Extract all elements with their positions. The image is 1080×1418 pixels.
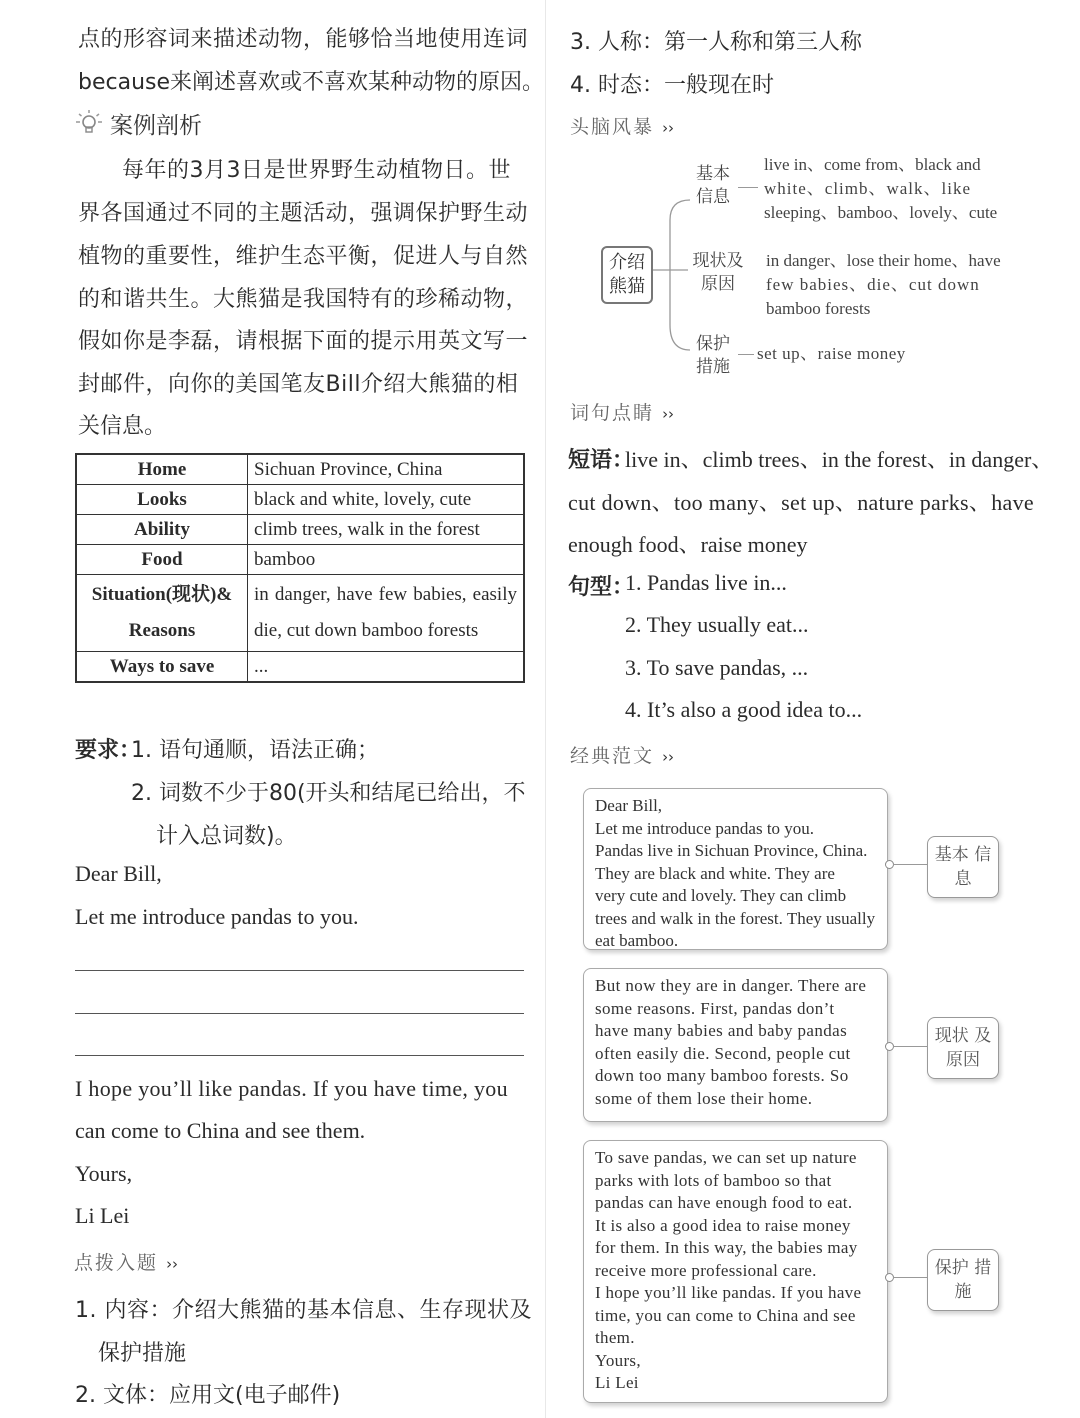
table-row <box>76 652 524 683</box>
table-row <box>76 575 524 652</box>
mindmap-words: in danger、lose their home、have few babies、die、cut down bamboo forests <box>766 251 1001 318</box>
chevron-right-icon: ›› <box>166 1255 179 1273</box>
model-section-label: 经典范文 ›› <box>570 745 675 767</box>
table-row <box>76 485 524 515</box>
case-paragraph-line: 关信息。 <box>78 414 167 439</box>
table-key: Ways to save <box>76 652 248 683</box>
intro-line-1: 点的形容词来描述动物，能够恰当地使用连词 <box>78 27 529 52</box>
essay-tag-situation: 现状 及原因 <box>927 1017 999 1079</box>
pattern-item: 2. They usually eat... <box>625 612 809 637</box>
letter-signoff: Yours, <box>75 1161 133 1186</box>
requirement-2-cont: 计入总词数)。 <box>156 824 297 849</box>
table-row <box>76 515 524 545</box>
answer-line[interactable] <box>75 1055 524 1056</box>
table-key: Situation(现状)& Reasons <box>76 575 248 652</box>
chevron-right-icon: ›› <box>662 748 675 766</box>
lightbulb-icon <box>76 108 102 136</box>
table-key: Food <box>76 545 248 575</box>
tips-content: 1. 内容：介绍大熊猫的基本信息、生存现状及 <box>75 1298 532 1323</box>
case-paragraph-line: 每年的3月3日是世界野生动植物日。世 <box>122 158 511 183</box>
letter-greeting: Dear Bill, <box>75 861 162 886</box>
phrases-line: enough food、raise money <box>568 532 808 557</box>
chevron-right-icon: ›› <box>662 119 675 137</box>
panda-info-table <box>75 453 525 683</box>
pattern-item: 4. It’s also a good idea to... <box>625 697 863 722</box>
essay-tag-basic-info: 基本 信息 <box>927 836 999 898</box>
phrases-section-label: 词句点睛 ›› <box>570 402 675 424</box>
pattern-item: 1. Pandas live in... <box>625 570 787 595</box>
table-row <box>76 545 524 575</box>
patterns-label: 句型： <box>568 575 635 600</box>
case-heading: 案例剖析 <box>110 113 202 139</box>
essay-tag-protection: 保护 措施 <box>927 1249 999 1311</box>
table-value: climb trees, walk in the forest <box>248 515 525 545</box>
case-paragraph-line: 植物的重要性，维护生态平衡，促进人与自然 <box>78 244 529 269</box>
case-paragraph-line: 封邮件，向你的美国笔友Bill介绍大熊猫的相 <box>78 372 519 397</box>
table-value: Sichuan Province, China <box>248 454 525 485</box>
table-row <box>76 454 524 485</box>
person-line: 3. 人称：第一人称和第三人称 <box>570 30 862 55</box>
tips-style: 2. 文体：应用文(电子邮件) <box>75 1383 341 1408</box>
answer-line[interactable] <box>75 1013 524 1014</box>
essay-connector <box>893 1046 927 1047</box>
phrases-line: cut down、too many、set up、nature parks、have <box>568 490 1034 515</box>
requirement-2: 2. 词数不少于80(开头和结尾已给出，不 <box>131 781 526 806</box>
letter-closing: I hope you’ll like pandas. If you have time, you <box>75 1076 508 1101</box>
case-paragraph-line: 的和谐共生。大熊猫是我国特有的珍稀动物， <box>78 287 529 312</box>
answer-line[interactable] <box>75 970 524 971</box>
mindmap-branch-label: 保护 措施 <box>696 334 730 377</box>
tense-line: 4. 时态：一般现在时 <box>570 73 774 98</box>
case-paragraph-line: 界各国通过不同的主题活动，强调保护野生动 <box>78 201 529 226</box>
essay-block-situation: But now they are in danger. There are some reasons. First, pandas don’t have many babies and baby pandas often easily die. Second, people cut down too many bamboo forests. So some of them lose their home. <box>583 968 888 1122</box>
table-key: Looks <box>76 485 248 515</box>
essay-connector <box>893 1277 927 1278</box>
letter-signature: Li Lei <box>75 1203 130 1228</box>
essay-block-protection: To save pandas, we can set up nature parks with lots of bamboo so that pandas can have enough food to eat. It is also a good idea to raise money for them. In this way, the babies may receive more professional care. I hope you’ll like pandas. If you have time, you can come to China and see them. Yours, Li Lei <box>583 1140 888 1403</box>
mindmap-branch-label: 基本 信息 <box>696 164 730 207</box>
pattern-item: 3. To save pandas, ... <box>625 655 809 680</box>
tips-content-cont: 保护措施 <box>98 1341 187 1366</box>
phrases-line: live in、climb trees、in the forest、in danger、 <box>625 447 1054 472</box>
table-value: black and white, lovely, cute <box>248 485 525 515</box>
table-value: in danger, have few babies, easily die, cut down bamboo forests <box>248 575 525 652</box>
case-paragraph-line: 假如你是李磊，请根据下面的提示用英文写一 <box>78 329 529 354</box>
phrases-label: 短语： <box>568 448 635 473</box>
requirements-label: 要求： <box>75 738 142 763</box>
mindmap-words: set up、raise money <box>757 344 906 363</box>
table-key: Home <box>76 454 248 485</box>
chevron-right-icon: ›› <box>662 405 675 423</box>
requirement-1: 1. 语句通顺，语法正确； <box>131 738 379 763</box>
tips-section-label: 点拨入题 ›› <box>74 1252 179 1274</box>
letter-closing-cont: can come to China and see them. <box>75 1118 366 1143</box>
column-divider <box>545 0 546 1418</box>
table-key: Ability <box>76 515 248 545</box>
mindmap-center: 介绍 熊猫 <box>601 246 653 304</box>
letter-opening: Let me introduce pandas to you. <box>75 904 359 929</box>
table-value: ... <box>248 652 525 683</box>
essay-block-basic-info: Dear Bill, Let me introduce pandas to you. Pandas live in Sichuan Province, China. They are black and white. They are very cute and lovely. They can climb trees and walk in the forest. They usually eat bamboo. <box>583 788 888 950</box>
essay-connector <box>893 864 927 865</box>
brainstorm-section-label: 头脑风暴 ›› <box>570 116 675 138</box>
intro-line-2: because来阐述喜欢或不喜欢某种动物的原因。 <box>78 70 545 95</box>
mindmap-words: live in、come from、black and white、climb、walk、like sleeping、bamboo、lovely、cute <box>764 155 998 222</box>
mindmap-leader <box>738 187 758 188</box>
mindmap-leader <box>738 354 754 355</box>
table-value: bamboo <box>248 545 525 575</box>
mindmap-branch-label: 现状及 原因 <box>692 251 744 294</box>
